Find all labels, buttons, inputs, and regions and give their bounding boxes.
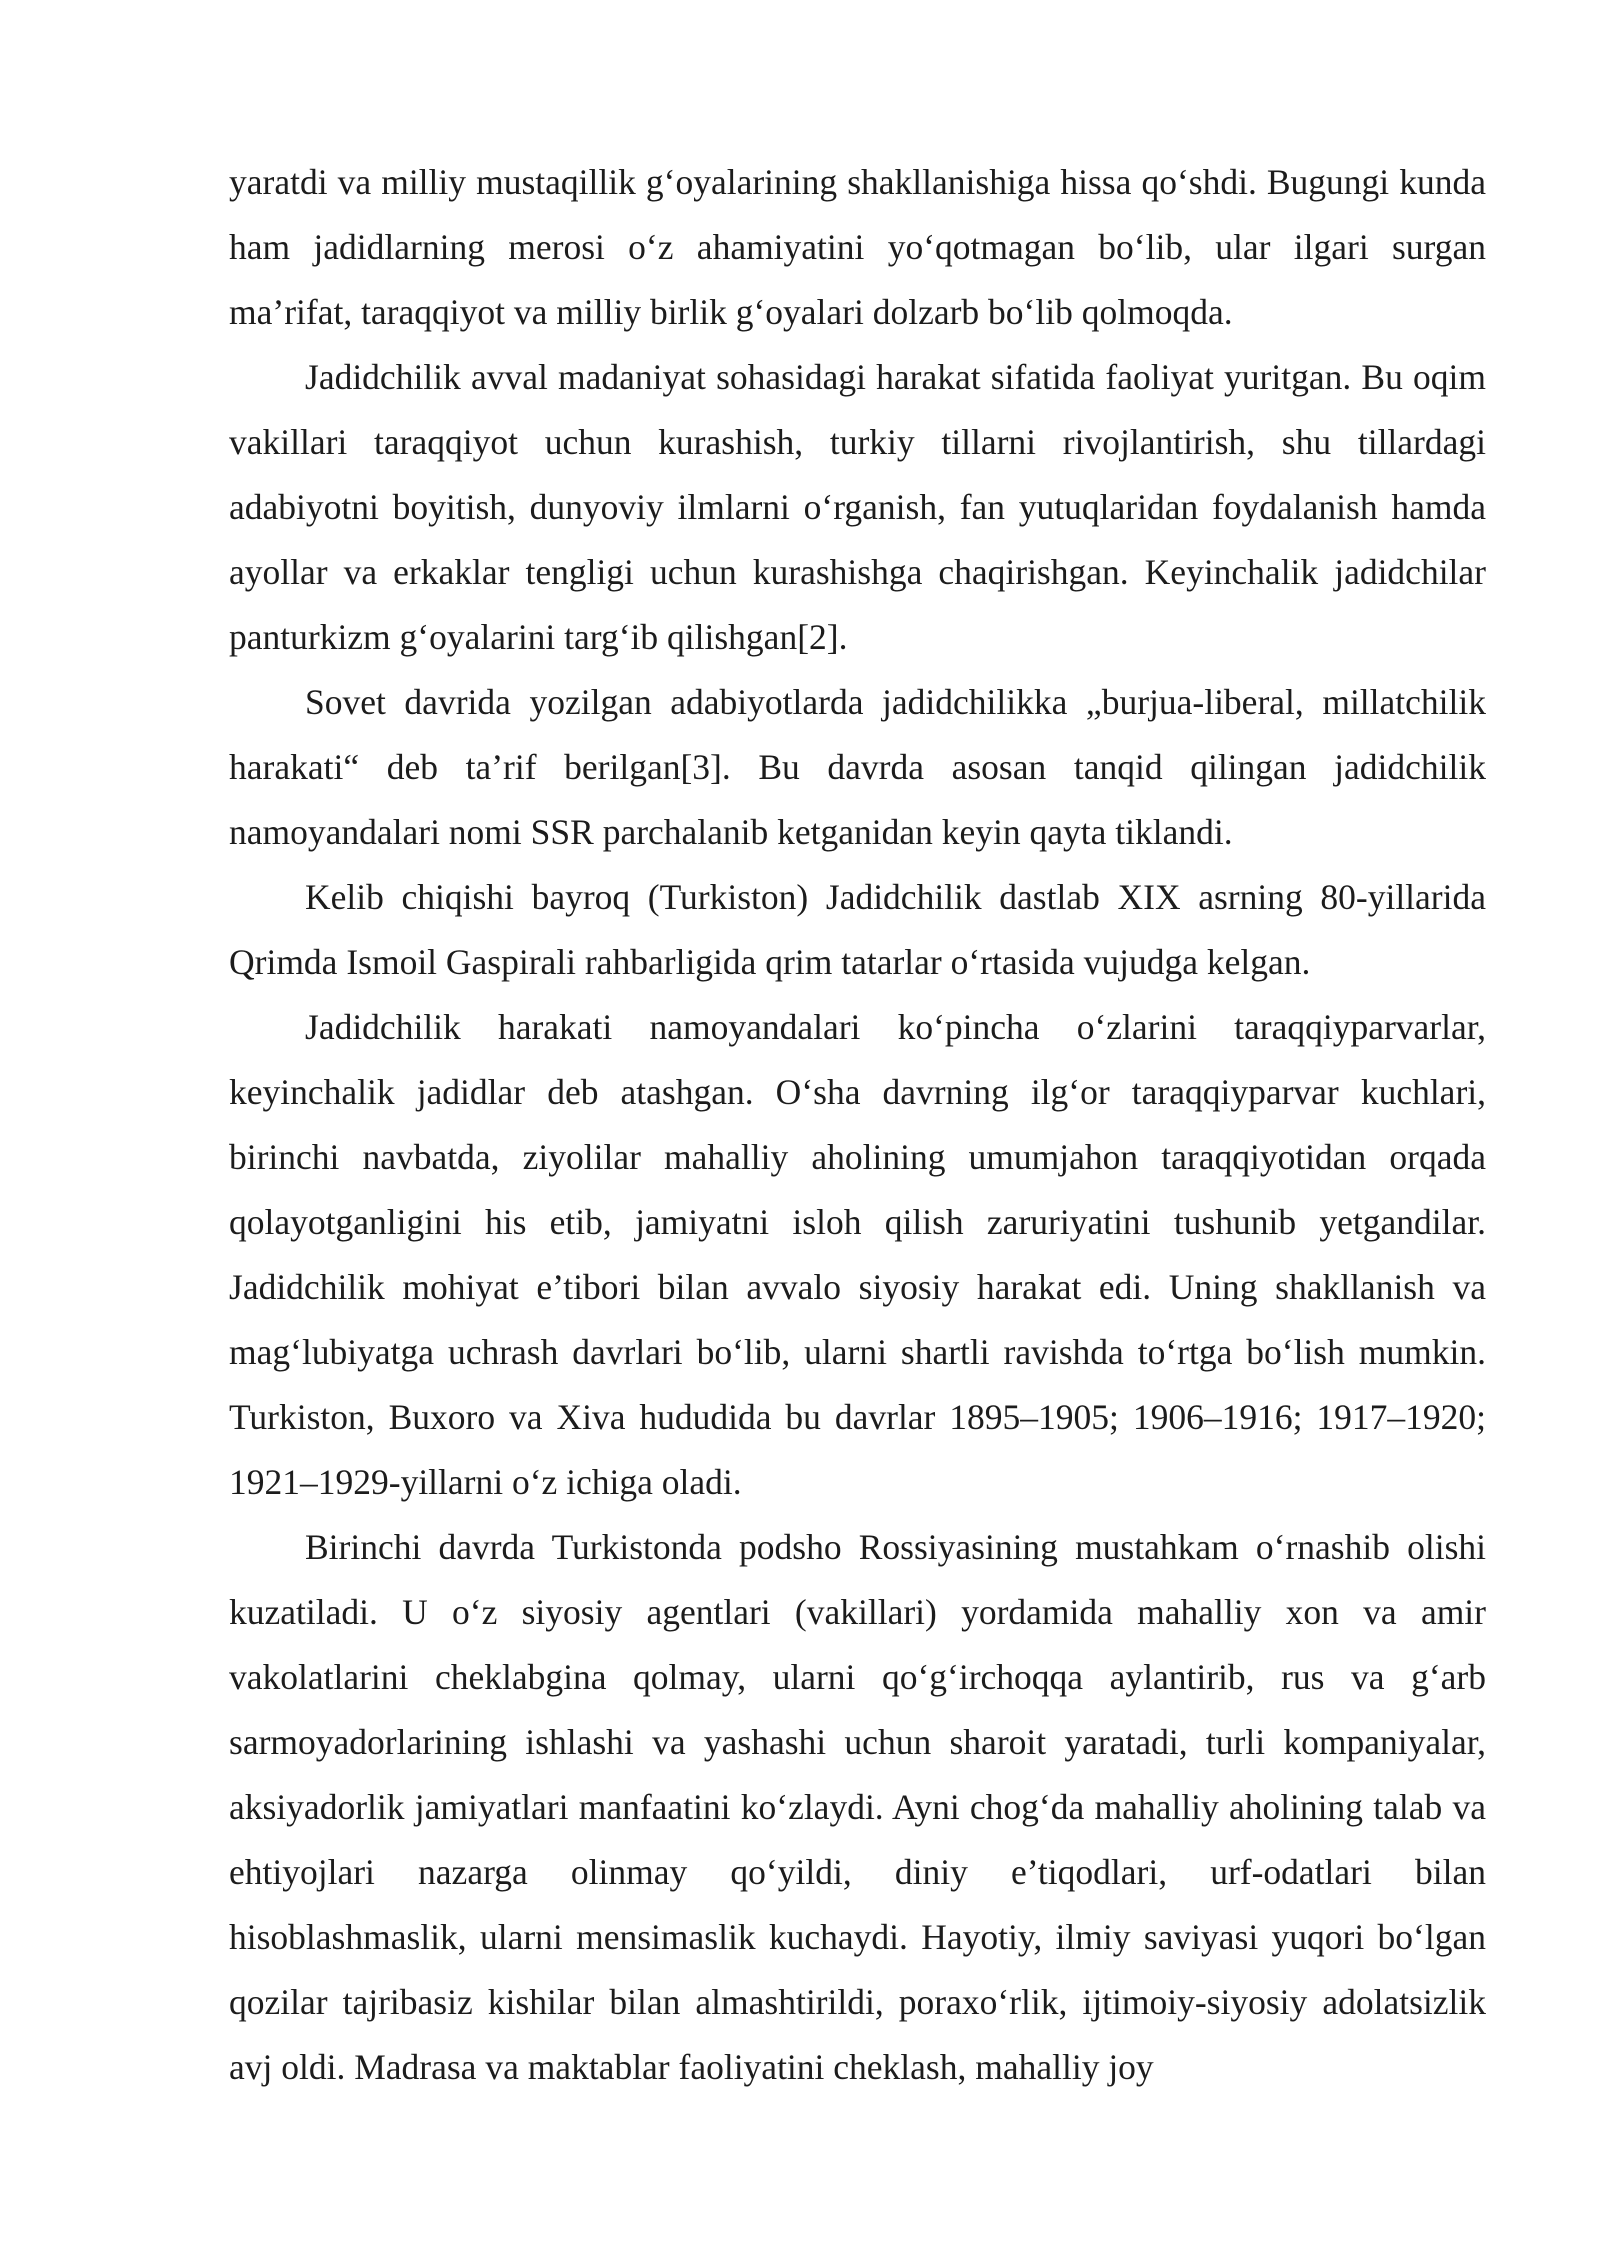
paragraph-birinchi-davr: Birinchi davrda Turkistonda podsho Rossiyasining mustahkam o‘rnashib olishi kuzatiladi. U o‘z siyosiy agentlari (vakillari) yordamida mahalliy xon va amir vakolatlarini cheklabgina qolmay, ularni qo‘g‘irchoqqa aylantirib, rus va g‘arb sarmoyadorlarining ishlashi va yashashi uchun sharoit yaratadi, turli kompaniyalar, aksiyadorlik jamiyatlari manfaatini ko‘zlaydi. Ayni chog‘da mahalliy aholining talab va ehtiyojlari nazarga olinmay qo‘yildi, diniy e’tiqodlari, urf-odatlari bilan hisoblashmaslik, ularni mensimaslik kuchaydi. Hayotiy, ilmiy saviyasi yuqori bo‘lgan qozilar tajribasiz kishilar bilan almashtirildi, poraxo‘rlik, ijtimoiy-siyosiy adolatsizlik avj oldi. Madrasa va maktablar faoliyatini cheklash, mahalliy joy xyxy=(229,1527,1486,2087)
paragraph-harakat-namoyandalari: Jadidchilik harakati namoyandalari ko‘pincha o‘zlarini taraqqiyparvarlar, keyinchalik jadidlar deb atashgan. O‘sha davrning ilg‘or taraqqiyparvar kuchlari, birinchi navbatda, ziyolilar mahalliy aholining umumjahon taraqqiyotidan orqada qolayotganligini his etib, jamiyatni isloh qilish zaruriyatini tushunib yetgandilar. Jadidchilik mohiyat e’tibori bilan avvalo siyosiy harakat edi. Uning shakllanish va mag‘lubiyatga uchrash davrlari bo‘lib, ularni shartli ravishda to‘rtga bo‘lish mumkin. Turkiston, Buxoro va Xiva hududida bu davrlar 1895–1905; 1906–1916; 1917–1920; 1921–1929-yillarni o‘z ichiga oladi. xyxy=(229,1007,1486,1502)
paragraph-jadidchilik-madaniyat: Jadidchilik avval madaniyat sohasidagi harakat sifatida faoliyat yuritgan. Bu oqim vakillari taraqqiyot uchun kurashish, turkiy tillarni rivojlantirish, shu tillardagi adabiyotni boyitish, dunyoviy ilmlarni o‘rganish, fan yutuqlaridan foydalanish hamda ayollar va erkaklar tengligi uchun kurashishga chaqirishgan. Keyinchalik jadidchilar panturkizm g‘oyalarini targ‘ib qilishgan[2]. xyxy=(229,357,1486,657)
paragraph-continuation: yaratdi va milliy mustaqillik g‘oyalarining shakllanishiga hissa qo‘shdi. Bugungi kunda ham jadidlarning merosi o‘z ahamiyatini yo‘qotmagan bo‘lib, ular ilgari surgan ma’rifat, taraqqiyot va milliy birlik g‘oyalari dolzarb bo‘lib qolmoqda. xyxy=(229,162,1486,332)
paragraph-sovet-davrida: Sovet davrida yozilgan adabiyotlarda jadidchilikka „burjua-liberal, millatchilik harakati“ deb ta’rif berilgan[3]. Bu davrda asosan tanqid qilingan jadidchilik namoyandalari nomi SSR parchalanib ketganidan keyin qayta tiklandi. xyxy=(229,682,1486,852)
document-body xyxy=(229,150,1486,2100)
paragraph-kelib-chiqishi: Kelib chiqishi bayroq (Turkiston) Jadidchilik dastlab XIX asrning 80-yillarida Qrimda Ismoil Gaspirali rahbarligida qrim tatarlar o‘rtasida vujudga kelgan. xyxy=(229,877,1486,982)
